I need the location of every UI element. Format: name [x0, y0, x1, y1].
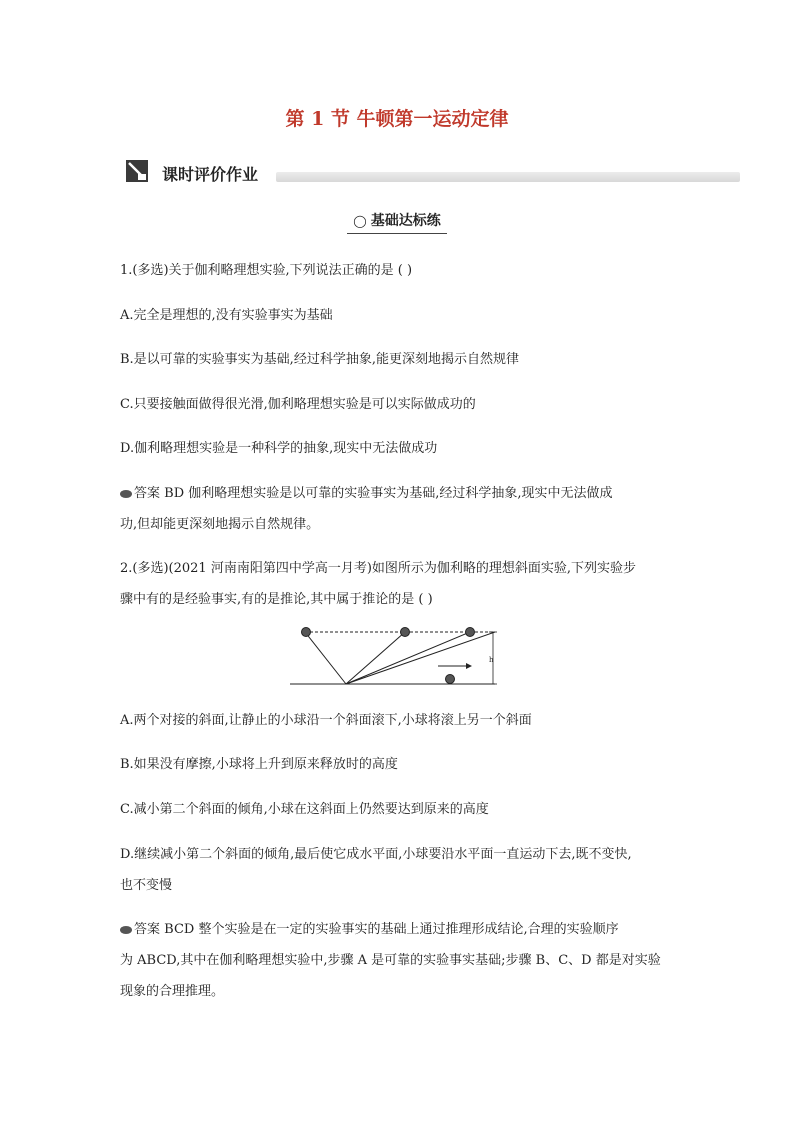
- q1-option-a: A.完全是理想的,没有实验事实为基础: [120, 308, 333, 323]
- diagram-label-h: h: [489, 656, 494, 664]
- banner-bar: [276, 172, 740, 182]
- q2-option-d-cont: 也不变慢: [120, 878, 173, 893]
- q2-answer-text: BCD 整个实验是在一定的实验事实的基础上通过推理形成结论,合理的实验顺序: [160, 922, 619, 937]
- section-label: 基础达标练: [370, 213, 441, 229]
- q2-answer-cont2: 现象的合理推理。: [120, 984, 225, 999]
- answer-icon: [120, 926, 132, 934]
- section-banner: [126, 160, 740, 186]
- section-heading: [0, 210, 794, 234]
- q2-option-c: C.减小第二个斜面的倾角,小球在这斜面上仍然要达到原来的高度: [120, 802, 489, 817]
- q1-answer-cont: 功,但却能更深刻地揭示自然规律。: [120, 517, 320, 532]
- q2-answer-label: 答案: [134, 922, 161, 937]
- q1-answer-text: BD 伽利略理想实验是以可靠的实验事实为基础,经过科学抽象,现实中无法做成: [160, 486, 613, 501]
- q1-answer-label: 答案: [134, 486, 161, 501]
- drop-icon: ◯: [353, 214, 367, 228]
- q2-answer-cont1: 为 ABCD,其中在伽利略理想实验中,步骤 A 是可靠的实验事实基础;步骤 B、C、D 都是对实验: [120, 953, 661, 968]
- q2-option-d: D.继续减小第二个斜面的倾角,最后使它成水平面,小球要沿水平面一直运动下去,既不变快,: [120, 847, 632, 862]
- q2-option-a: A.两个对接的斜面,让静止的小球沿一个斜面滚下,小球将滚上另一个斜面: [120, 713, 532, 728]
- q1-answer: [120, 482, 613, 501]
- incline-diagram: [290, 620, 510, 690]
- banner-slash-icon: [126, 160, 148, 182]
- page-title: 第 1 节 牛顿第一运动定律: [285, 108, 509, 130]
- q2-stem-line1: 2.(多选)(2021 河南南阳第四中学高一月考)如图所示为伽利略的理想斜面实验,下列实验步: [120, 561, 637, 576]
- q2-stem-line2: 骤中有的是经验事实,有的是推论,其中属于推论的是 ( ): [120, 592, 433, 607]
- q1-option-b: B.是以可靠的实验事实为基础,经过科学抽象,能更深刻地揭示自然规律: [120, 352, 519, 367]
- banner-label: 课时评价作业: [162, 165, 259, 184]
- answer-icon: [120, 490, 132, 498]
- q1-option-c: C.只要接触面做得很光滑,伽利略理想实验是可以实际做成功的: [120, 397, 476, 412]
- q2-answer: [120, 918, 619, 937]
- q2-option-b: B.如果没有摩擦,小球将上升到原来释放时的高度: [120, 757, 398, 772]
- q1-stem: 1.(多选)关于伽利略理想实验,下列说法正确的是 ( ): [120, 263, 413, 278]
- q1-option-d: D.伽利略理想实验是一种科学的抽象,现实中无法做成功: [120, 441, 438, 456]
